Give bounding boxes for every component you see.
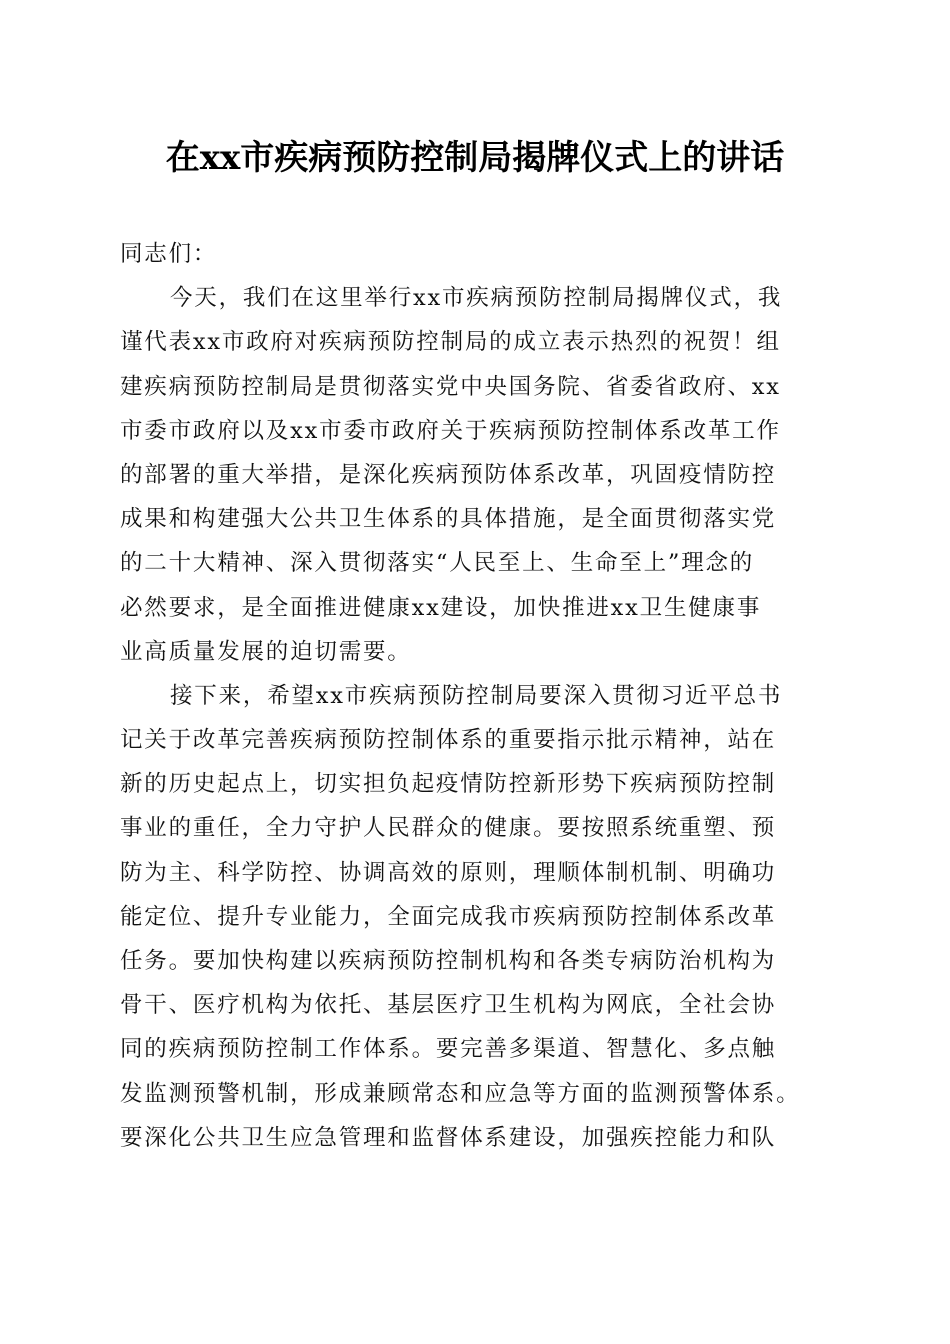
paragraph-line: 谨代表xx市政府对疾病预防控制局的成立表示热烈的祝贺！组 [120, 329, 781, 356]
paragraph-line: 接下来，希望xx市疾病预防控制局要深入贯彻习近平总书 [170, 682, 783, 709]
paragraph-line: 业高质量发展的迫切需要。 [120, 638, 412, 665]
paragraph-line: 事业的重任，全力守护人民群众的健康。要按照系统重塑、预 [120, 815, 777, 842]
paragraph-line: 建疾病预防控制局是贯彻落实党中央国务院、省委省政府、xx [120, 373, 781, 400]
paragraph-line: 同的疾病预防控制工作体系。要完善多渠道、智慧化、多点触 [120, 1036, 777, 1063]
paragraph-line: 市委市政府以及xx市委市政府关于疾病预防控制体系改革工作 [120, 417, 781, 444]
paragraph-line: 骨干、医疗机构为依托、基层医疗卫生机构为网底，全社会协 [120, 992, 777, 1019]
paragraph-line: 新的历史起点上，切实担负起疫情防控新形势下疾病预防控制 [120, 771, 777, 798]
paragraph-line: 任务。要加快构建以疾病预防控制机构和各类专病防治机构为 [120, 948, 777, 974]
paragraph-line: 能定位、提升专业能力，全面完成我市疾病预防控制体系改革 [120, 903, 777, 930]
document-title: 在xx市疾病预防控制局揭牌仪式上的讲话 [165, 138, 785, 178]
paragraph-line: 记关于改革完善疾病预防控制体系的重要指示批示精神，站在 [120, 727, 777, 754]
document-body [120, 232, 836, 1160]
salutation: 同志们： [120, 241, 218, 267]
paragraph-line: 要深化公共卫生应急管理和监督体系建设，加强疾控能力和队 [120, 1124, 777, 1151]
paragraph-line: 发监测预警机制，形成兼顾常态和应急等方面的监测预警体系。 [120, 1080, 801, 1107]
paragraph-2 [120, 674, 836, 1160]
paragraph-line: 成果和构建强大公共卫生体系的具体措施，是全面贯彻落实党 [120, 506, 777, 533]
paragraph-line: 必然要求，是全面推进健康xx建设，加快推进xx卫生健康事 [120, 594, 762, 621]
paragraph-1 [120, 276, 836, 674]
paragraph-line: 今天，我们在这里举行xx市疾病预防控制局揭牌仪式，我 [170, 285, 783, 312]
paragraph-line: 的部署的重大举措，是深化疾病预防体系改革，巩固疫情防控 [120, 461, 777, 488]
paragraph-line: 防为主、科学防控、协调高效的原则，理顺体制机制、明确功 [120, 859, 777, 886]
paragraph-line: 的二十大精神、深入贯彻落实“人民至上、生命至上”理念的 [120, 550, 755, 577]
